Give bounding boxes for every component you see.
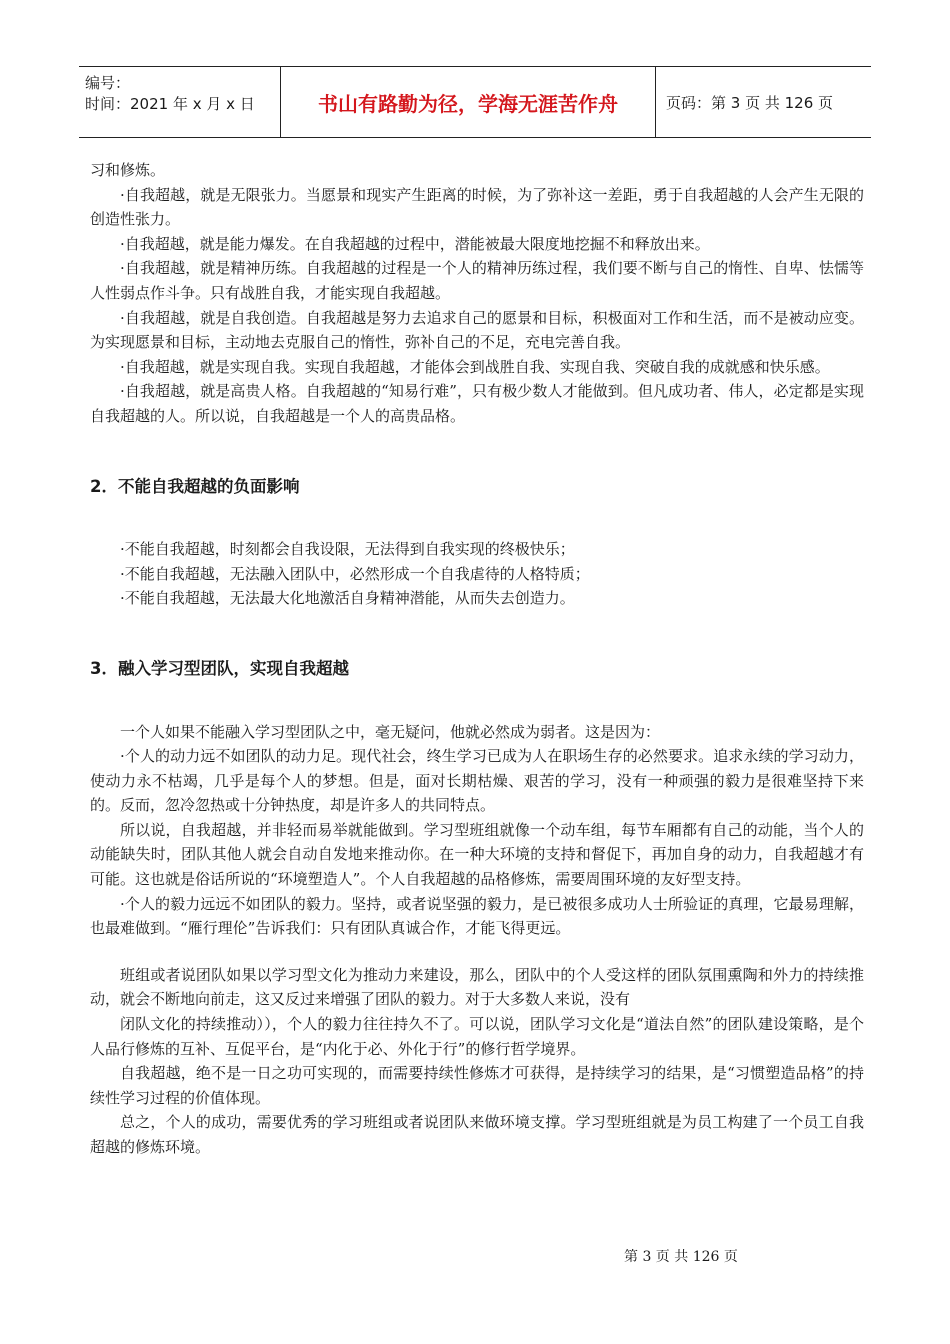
list-item: ·不能自我超越，无法最大化地激活自身精神潜能，从而失去创造力。	[120, 589, 575, 608]
list-item: ·自我超越，就是能力爆发。在自我超越的过程中，潜能被最大限度地挖掘不和释放出来。	[120, 234, 710, 253]
paragraph: 闭队文化的持续推动）），个人的毅力往往持久不了。可以说，团队学习文化是“道法自然”的团队建设策略，是个人品行修炼的互补、互促平台，是“内化于必、外化于行”的修行哲学境界。	[90, 1015, 864, 1058]
header-motto: 书山有路勤为径，学海无涯苦作舟	[281, 67, 656, 137]
paragraph: 所以说，自我超越，并非轻而易举就能做到。学习型班组就像一个动车组，每节车厢都有自己的动能，当个人的动能缺失时，团队其他人就会自动自发地来推动你。在一种大环境的支持和督促下，再加自身的动力，自我超越才有可能。这也就是俗话所说的“环境塑造人”。个人自我超越的品格修炼，需要周围环境的友好型支持。	[90, 820, 864, 889]
list-item: ·自我超越，就是自我创造。自我超越是努力去追求自己的愿景和目标，积极面对工作和生活，而不是被动应变。为实现愿景和目标，主动地去克服自己的惰性，弥补自己的不足，充电完善自我。	[90, 308, 864, 352]
paragraph: ·个人的毅力远远不如团队的毅力。坚持，或者说坚强的毅力，是已被很多成功人士所验证的真理，它最易理解，也最难做到。“雁行理伦”告诉我们：只有团队真诚合作，才能飞得更远。	[90, 894, 864, 938]
header-table	[79, 66, 871, 138]
header-id-label: 编号：	[85, 74, 131, 92]
paragraph: 总之，个人的成功，需要优秀的学习班组或者说团队来做环境支撑。学习型班组就是为员工构建了一个员工自我超越的修炼环境。	[90, 1113, 864, 1156]
header-page-info: 页码：第 3 页 共 126 页	[666, 93, 834, 112]
continued-text: 习和修炼。	[90, 161, 166, 179]
list-item: ·不能自我超越，无法融入团队中，必然形成一个自我虐待的人格特质；	[120, 564, 590, 583]
list-item: ·自我超越，就是精神历练。自我超越的过程是一个人的精神历练过程，我们要不断与自己的惰性、自卑、怯懦等人性弱点作斗争。只有战胜自我，才能实现自我超越。	[90, 259, 864, 302]
paragraph: 自我超越，绝不是一日之功可实现的，而需要持续性修炼才可获得，是持续学习的结果，是“习惯塑造品格”的持续性学习过程的价值体现。	[90, 1064, 864, 1107]
paragraph: ·个人的动力远不如团队的动力足。现代社会，终生学习已成为人在职场生存的必然要求。追求永续的学习动力，使动力永不枯竭，几乎是每个人的梦想。但是，面对长期枯燥、艰苦的学习，没有一种顽强的毅力是很难坚持下来的。反而，忽冷忽热或十分钟热度，却是许多人的共同特点。	[90, 747, 864, 815]
paragraph: 一个人如果不能融入学习型团队之中，毫无疑问，他就必然成为弱者。这是因为：	[120, 722, 661, 741]
section-heading-3: 3．融入学习型团队，实现自我超越	[90, 658, 349, 678]
list-item: ·不能自我超越，时刻都会自我设限，无法得到自我实现的终极快乐；	[120, 540, 575, 559]
list-item: ·自我超越，就是无限张力。当愿景和现实产生距离的时候，为了弥补这一差距，勇于自我超越的人会产生无限的创造性张力。	[90, 185, 864, 229]
page-footer: 第 3 页 共 126 页	[624, 1249, 738, 1265]
section-heading-2: 2．不能自我超越的负面影响	[90, 476, 300, 496]
header-meta-cell	[79, 67, 281, 137]
paragraph: 班组或者说团队如果以学习型文化为推动力来建设，那么，团队中的个人受这样的团队氛围熏陶和外力的持续推动，就会不断地向前走，这又反过来增强了团队的毅力。对于大多数人来说，没有	[90, 965, 864, 1009]
header-time: 时间：2021 年 x 月 x 日	[85, 95, 255, 113]
list-item: ·自我超越，就是实现自我。实现自我超越，才能体会到战胜自我、实现自我、突破自我的成就感和快乐感。	[120, 357, 830, 376]
document-body	[90, 158, 864, 1160]
list-item: ·自我超越，就是高贵人格。自我超越的“知易行难”，只有极少数人才能做到。但凡成功者、伟人，必定都是实现自我超越的人。所以说，自我超越是一个人的高贵品格。	[90, 382, 864, 425]
